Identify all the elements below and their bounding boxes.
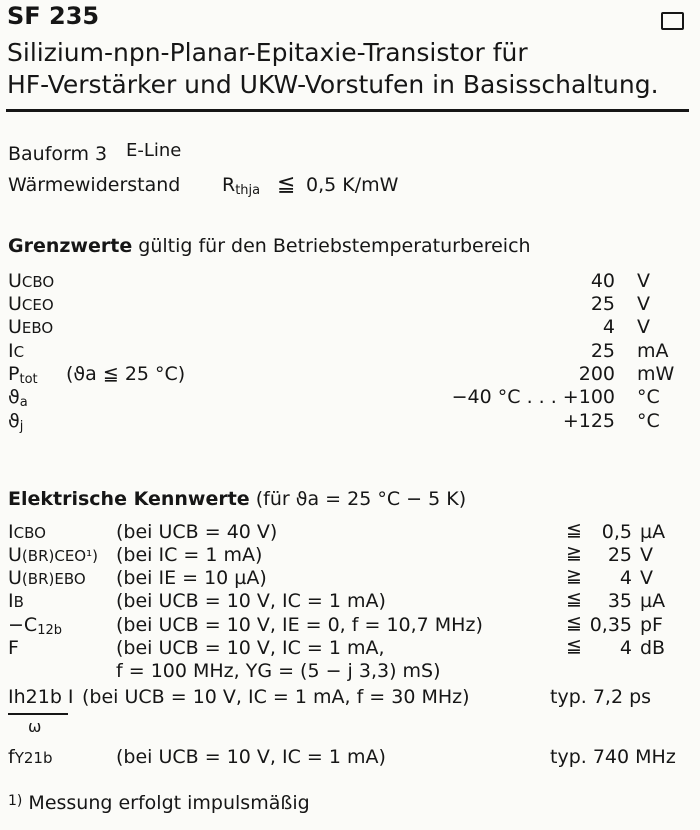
limit-value: 4: [602, 316, 615, 338]
param-condition-continued: f = 100 MHz, YG = (5 − j 3,3) mS): [116, 660, 441, 682]
param-unit: V: [640, 567, 653, 589]
subtitle-line-2: HF-Verstärker und UKW-Vorstufen in Basisschaltung.: [7, 70, 659, 99]
limits-heading: Grenzwerte gültig für den Betriebstemperaturbereich: [8, 235, 531, 257]
param-value: 35: [607, 590, 632, 612]
limit-value: 40: [590, 270, 615, 292]
limit-unit: V: [637, 316, 650, 338]
param-condition: (bei IE = 10 µA): [116, 567, 267, 589]
limit-unit: V: [637, 293, 650, 315]
limit-symbol: IC: [8, 340, 25, 362]
thermal-value: 0,5 K/mW: [306, 174, 399, 196]
param-condition: (bei UCB = 10 V, IC = 1 mA,: [116, 637, 385, 659]
param-value: 0,5: [601, 521, 632, 543]
limit-symbol: UEBO: [8, 316, 54, 338]
param-condition: (bei UCB = 40 V): [116, 521, 278, 543]
param-condition: (bei UCB = 10 V, IC = 1 mA): [116, 590, 386, 612]
param-symbol: U(BR)CEO¹): [8, 544, 98, 566]
param-value: 4: [619, 567, 632, 589]
electrical-heading: Elektrische Kennwerte (für ϑa = 25 °C − 5 K): [8, 488, 467, 510]
param-unit: µA: [640, 590, 666, 612]
param-condition: (bei UCB = 10 V, IE = 0, f = 10,7 MHz): [116, 614, 483, 636]
limit-value: 25: [590, 340, 615, 362]
param-value: 4: [619, 637, 632, 659]
limit-value: −40 °C . . . +100: [451, 386, 615, 408]
package-value: E-Line: [126, 140, 182, 161]
package-label: Bauform 3: [8, 143, 108, 165]
param-unit: dB: [640, 637, 666, 659]
param-symbol: U(BR)EBO: [8, 567, 86, 589]
footnote: $^{1)}$ Messung erfolgt impulsmäßig: [8, 792, 310, 814]
checkbox-icon: [661, 12, 684, 30]
param-value: 25: [607, 544, 632, 566]
param-relation: ≧: [566, 542, 582, 564]
limit-symbol: $P_{tot}$: [8, 363, 38, 387]
limit-value: 25: [590, 293, 615, 315]
h21-numerator: Ih21b I: [8, 686, 74, 708]
param-relation: ≦: [566, 588, 582, 610]
limit-symbol: $ϑ_a$: [8, 386, 28, 410]
param-symbol: $-C_{12b}$: [8, 614, 62, 638]
limit-condition: (ϑa ≦ 25 °C): [66, 363, 186, 385]
limit-symbol: $ϑ_j$: [8, 410, 24, 434]
limit-symbol: UCBO: [8, 270, 55, 292]
limit-unit: V: [637, 270, 650, 292]
h21-condition: (bei UCB = 10 V, IC = 1 mA, f = 30 MHz): [82, 686, 470, 708]
limit-unit: mW: [637, 363, 675, 385]
fy-condition: (bei UCB = 10 V, IC = 1 mA): [116, 746, 386, 768]
fraction-bar: [8, 713, 68, 715]
param-relation: ≦: [566, 612, 582, 634]
subtitle-line-1: Silizium-npn-Planar-Epitaxie-Transistor für: [7, 38, 528, 67]
param-condition: (bei IC = 1 mA): [116, 544, 263, 566]
limit-value: 200: [578, 363, 615, 385]
thermal-symbol: $R_{thja}$: [222, 174, 261, 198]
param-symbol: F: [8, 637, 19, 659]
param-symbol: IB: [8, 590, 24, 612]
param-relation: ≦: [566, 635, 582, 657]
param-unit: µA: [640, 521, 666, 543]
h21-denominator: ω: [28, 717, 42, 736]
header-divider: [6, 109, 689, 112]
limit-unit: °C: [637, 386, 660, 408]
page-title: SF 235: [7, 2, 100, 30]
thermal-label: Wärmewiderstand: [8, 174, 181, 196]
param-unit: V: [640, 544, 653, 566]
limit-symbol: UCEO: [8, 293, 54, 315]
param-relation: ≧: [566, 565, 582, 587]
limit-unit: °C: [637, 410, 660, 432]
thermal-relation: ≦: [277, 172, 296, 197]
fy-value: typ. 740 MHz: [550, 746, 676, 768]
limit-value: +125: [562, 410, 615, 432]
param-symbol: ICBO: [8, 521, 46, 543]
limit-unit: mA: [637, 340, 669, 362]
param-value: 0,35: [589, 614, 632, 636]
param-unit: pF: [640, 614, 663, 636]
param-relation: ≦: [566, 519, 582, 541]
h21-value: typ. 7,2 ps: [550, 686, 652, 708]
fy-symbol: fY21b: [8, 746, 53, 768]
